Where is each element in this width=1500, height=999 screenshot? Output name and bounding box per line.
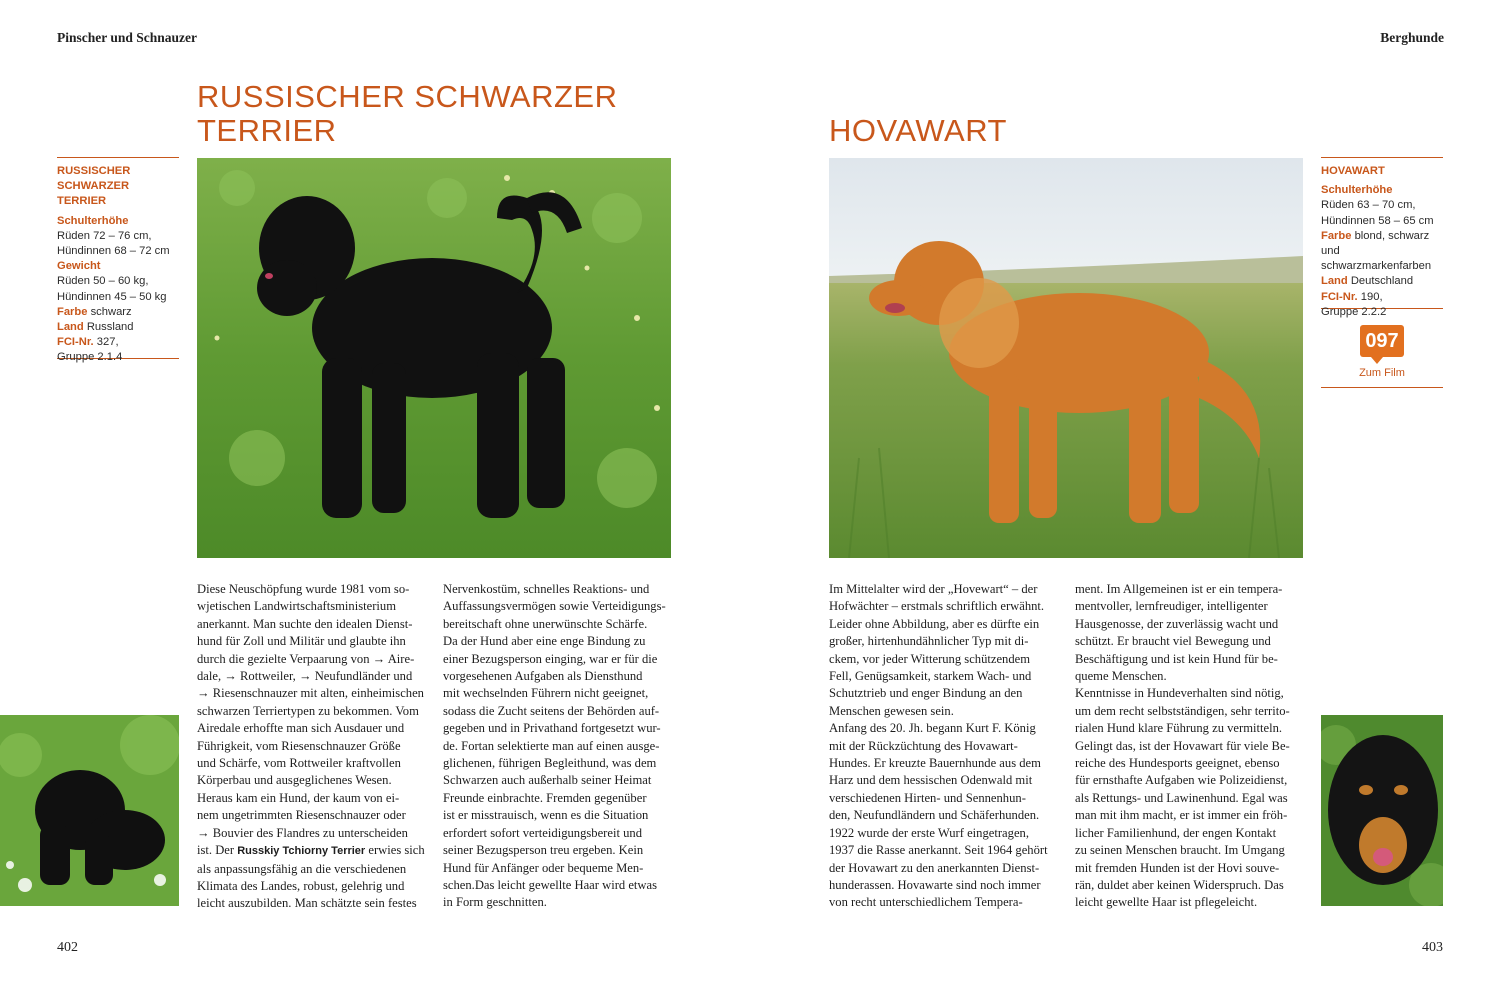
- photo-black-puppy: [0, 715, 179, 906]
- photo-black-and-tan-hovawart: [1321, 715, 1443, 906]
- text-column-left-1: [197, 581, 429, 913]
- fci-label: FCI-Nr.: [57, 336, 94, 349]
- text-line: Körperbau und ausgeglichenes Wesen.: [197, 773, 392, 788]
- page-number-left: 402: [57, 940, 78, 955]
- text-line: Leider ohne Abbildung, aber es dürfte ein: [829, 616, 1040, 631]
- text-line: Auffassungsvermögen sowie Verteidigungs-: [443, 599, 666, 614]
- text-line: schen.Das leicht gewellte Haar wird etwas: [443, 877, 658, 892]
- text-line: hund für Zoll und Militär und glaubte ihn: [197, 634, 406, 649]
- text-line: Diese Neuschöpfung wurde 1981 vom so-: [197, 582, 410, 596]
- text-line: ment. Im Allgemeinen ist er ein tempera-: [1075, 582, 1283, 596]
- text-line: Harz und dem hessischen Odenwald mit: [829, 773, 1033, 788]
- height-male: Rüden 72 – 76 cm,: [57, 229, 152, 242]
- text-line: mit der Rückzüchtung des Hovawart-: [829, 738, 1018, 753]
- text-line: schwarzen Terriertypen zu bekommen. Vom: [197, 703, 419, 718]
- title-line-1: RUSSISCHER SCHWARZER: [197, 79, 618, 114]
- text-line: 1922 wurde der erste Wurf eingetragen,: [829, 825, 1029, 840]
- weight-female: Hündinnen 45 – 50 kg: [57, 290, 167, 303]
- fci-group: Gruppe 2.1.4: [57, 351, 123, 364]
- breed-title-left: [197, 80, 618, 148]
- text-column-right-1: [829, 581, 1061, 912]
- color-row: [57, 305, 179, 320]
- fci-value: 327,: [93, 336, 119, 349]
- text-line: Beschäftigung und ist kein Hund für be-: [1075, 651, 1278, 666]
- text-line: erfordert sofort verteidigungsbereit und: [443, 825, 642, 840]
- text-line: als Rettungs- und Lawinenhund. Egal was: [1075, 790, 1288, 805]
- country-row: [57, 320, 179, 335]
- text-line: reiche des Hundesports geeignet, ebenso: [1075, 756, 1280, 771]
- text-fragment: erwies sich: [365, 843, 425, 858]
- country-row: [1321, 274, 1443, 289]
- speech-bubble-notch-icon: [1371, 357, 1383, 364]
- text-line: Schutztrieb und enger Bindung an den: [829, 686, 1023, 701]
- text-line: Freunde einbrachte. Fremden gegenüber: [443, 790, 647, 805]
- color-label: Farbe: [57, 305, 88, 318]
- text-line: Gelingt das, ist der Hovawart für viele Be-: [1075, 738, 1290, 753]
- text-line: de. Fortan selektierte man auf einen ausge-: [443, 738, 660, 753]
- text-line: Im Mittelalter wird der „Hovewart“ – der: [829, 582, 1038, 596]
- color-value-cont: und schwarzmarkenfarben: [1321, 245, 1432, 273]
- color-row: [1321, 229, 1443, 244]
- text-line: mit fremden Hunden ist der Hovi souve-: [1075, 860, 1280, 875]
- text-line: nem ungetrimmten Riesenschnauzer oder: [197, 808, 406, 823]
- text-line: man mit ihm macht, er ist immer ein fröh-: [1075, 808, 1288, 823]
- text-line: leicht auszubilden. Man schätzte sein festes: [197, 896, 417, 911]
- fci-label: FCI-Nr.: [1321, 290, 1358, 303]
- fci-row: [1321, 290, 1443, 305]
- height-female: Hündinnen 68 – 72 cm: [57, 245, 170, 258]
- text-line: Nervenkostüm, schnelles Reaktions- und: [443, 582, 650, 596]
- fci-group: Gruppe 2.2.2: [1321, 305, 1387, 318]
- text-line: 1937 die Rasse anerkannt. Seit 1964 gehört: [829, 843, 1048, 858]
- breed-title-right: HOVAWART: [829, 113, 1007, 148]
- text-line: durch die gezielte Verpaarung von → Aire-: [197, 651, 415, 666]
- text-fragment: ist. Der: [197, 843, 238, 858]
- text-line: Hausgenosse, der zuverlässig wacht und: [1075, 616, 1279, 631]
- country-value: Russland: [83, 321, 134, 334]
- text-column-left-2: [443, 581, 675, 912]
- color-label: Farbe: [1321, 229, 1352, 242]
- text-line: bereitschaft ohne unerwünschte Schärfe.: [443, 616, 648, 631]
- text-line: Kenntnisse in Hundeverhalten sind nötig,: [1075, 686, 1284, 701]
- text-line-with-bold: [197, 842, 429, 860]
- photo-black-terrier: [197, 158, 671, 558]
- info-name-line-1: RUSSISCHER: [57, 165, 131, 177]
- text-line: einer Bezugsperson einging, war er für die: [443, 651, 658, 666]
- running-head-left: Pinscher und Schnauzer: [57, 30, 198, 45]
- height-label: Schulterhöhe: [1321, 184, 1393, 197]
- country-value: Deutschland: [1347, 275, 1414, 288]
- text-line: Hund für Anfänger oder bequeme Men-: [443, 860, 644, 875]
- film-label[interactable]: Zum Film: [1359, 367, 1405, 379]
- text-line: Führigkeit, vom Riesenschnauzer Größe: [197, 738, 401, 753]
- color-value: schwarz: [87, 305, 132, 318]
- text-line: rän, duldet aber keinen Widerspruch. Das: [1075, 877, 1284, 892]
- height-label: Schulterhöhe: [57, 214, 129, 227]
- fci-value: 190,: [1357, 290, 1383, 303]
- info-name: HOVAWART: [1321, 165, 1385, 177]
- text-line: leicht gewellte Haar ist pflegeleicht.: [1075, 895, 1258, 910]
- height-male: Rüden 63 – 70 cm,: [1321, 199, 1416, 212]
- text-line: → Bouvier des Flandres zu unterscheiden: [197, 825, 408, 840]
- text-line: mentvoller, lernfreudiger, intelligenter: [1075, 599, 1268, 614]
- text-line: mit wechselnden Führern nicht geeignet,: [443, 686, 649, 701]
- film-number-badge[interactable]: 097: [1360, 325, 1404, 357]
- weight-male: Rüden 50 – 60 kg,: [57, 275, 149, 288]
- page-number-right: 403: [1422, 940, 1443, 955]
- text-line: Fell, Genügsamkeit, starkem Wach- und: [829, 669, 1032, 684]
- bold-breed-name: Russkiy Tchiorny Terrier: [237, 845, 366, 858]
- text-line: Hofwächter – erstmals schriftlich erwähnt.: [829, 599, 1045, 614]
- text-line: Hundes. Er kreuzte Bauernhunde aus dem: [829, 756, 1041, 771]
- color-value: blond, schwarz: [1351, 229, 1430, 242]
- text-line: anerkannt. Man suchte den idealen Dienst-: [197, 616, 413, 631]
- text-line: den, Neufundländern und Schäferhunden.: [829, 808, 1040, 823]
- text-line: ckem, vor jeder Witterung schützendem: [829, 651, 1031, 666]
- text-line: licher Familienhund, der engen Kontakt: [1075, 825, 1277, 840]
- text-line: Klimata des Landes, robust, gelehrig und: [197, 878, 405, 893]
- weight-label: Gewicht: [57, 260, 101, 273]
- breed-info-box-right: [1321, 157, 1443, 318]
- text-line: gegeben und in Privathand fortgesetzt wur-: [443, 721, 661, 736]
- text-line: vorgesehenen Aufgaben als Diensthund: [443, 669, 643, 684]
- text-line: sodass die Zucht seitens der Behörden auf-: [443, 703, 660, 718]
- text-line: und Schärfe, vom Rottweiler kraftvollen: [197, 756, 401, 771]
- text-line: Heraus kam ein Hund, der kaum von ei-: [197, 790, 400, 805]
- text-line: der Hovawart zu den anerkannten Dienst-: [829, 860, 1040, 875]
- text-line: zu seinen Menschen braucht. Im Umgang: [1075, 843, 1285, 858]
- breed-info-box-left: [57, 157, 179, 364]
- text-line: in Form geschnitten.: [443, 895, 547, 910]
- film-link[interactable]: [1321, 309, 1443, 388]
- height-female: Hündinnen 58 – 65 cm: [1321, 214, 1434, 227]
- text-line: ist er misstrauisch, wenn es die Situation: [443, 808, 649, 823]
- running-head-right: Berghunde: [1380, 30, 1444, 45]
- fci-row: [57, 335, 179, 350]
- text-line: für ernsthafte Aufgaben wie Polizeidienst,: [1075, 773, 1288, 788]
- info-name-line-2: SCHWARZER TERRIER: [57, 180, 130, 208]
- text-line: seiner Bezugsperson treu ergeben. Kein: [443, 843, 644, 858]
- text-line: → Riesenschnauzer mit alten, einheimischen: [197, 686, 424, 701]
- text-line: hunderassen. Hovawarte sind noch immer: [829, 877, 1041, 892]
- text-line: rialen Hund klare Führung zu vermitteln.: [1075, 721, 1283, 736]
- text-column-right-2: [1075, 581, 1307, 912]
- text-line: von recht unterschiedlichem Tempera-: [829, 895, 1023, 910]
- country-label: Land: [1321, 275, 1348, 288]
- title-line-2: TERRIER: [197, 113, 337, 148]
- text-line: Menschen gewesen sein.: [829, 703, 954, 718]
- text-line: als anpassungsfähig an die verschiedenen: [197, 861, 407, 876]
- text-line: großer, hirtenhundähnlicher Typ mit di-: [829, 634, 1029, 649]
- text-line: queme Menschen.: [1075, 669, 1167, 684]
- text-line: verschiedenen Hirten- und Sennenhun-: [829, 790, 1026, 805]
- text-line: dale, → Rottweiler, → Neufundländer und: [197, 669, 413, 684]
- text-line: Airedale erhoffte man sich Ausdauer und: [197, 721, 405, 736]
- text-line: Anfang des 20. Jh. begann Kurt F. König: [829, 721, 1036, 736]
- text-line: Da der Hund aber eine enge Bindung zu: [443, 634, 646, 649]
- text-line: wjetischen Landwirtschaftsministerium: [197, 599, 397, 614]
- photo-blond-hovawart: [829, 158, 1303, 558]
- text-line: schützt. Er braucht viel Bewegung und: [1075, 634, 1271, 649]
- country-label: Land: [57, 321, 84, 334]
- text-line: um dem recht selbstständigen, sehr territo-: [1075, 703, 1290, 718]
- text-line: Schwarzen auch außerhalb seiner Heimat: [443, 773, 652, 788]
- text-line: glichenen, führigen Begleithund, was dem: [443, 756, 657, 771]
